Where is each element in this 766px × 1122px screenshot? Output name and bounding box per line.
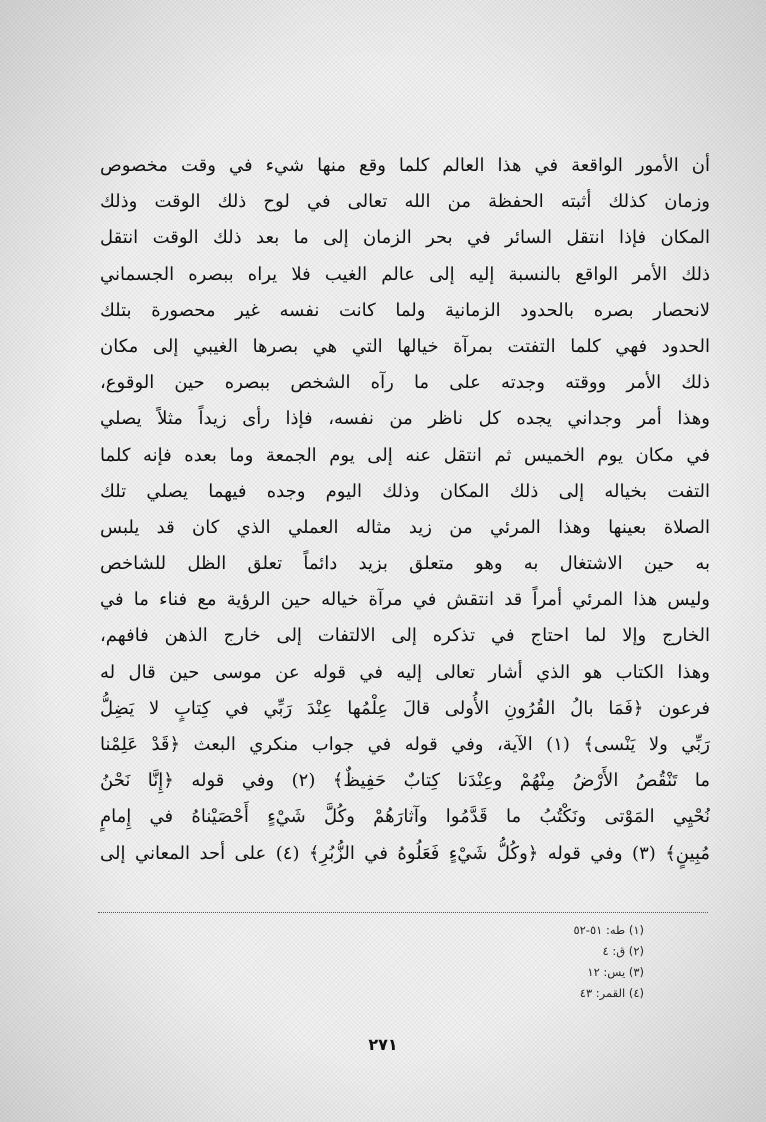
text-line: الحدود فهي كلما التفتت بمرآة خيالها التي هي بصرها الغيبي إلى مكان <box>100 335 710 357</box>
text-line: لانحصار بصره بالحدود الزمانية ولما كانت نفسه غير محصورة بتلك <box>100 299 710 321</box>
text-line: ذلك الأمر ووقته وجدته على ما رآه الشخص ببصره حين الوقوع، <box>100 372 710 394</box>
text-line: وليس هذا المرئي أمراً قد انتقش في مرآة خياله حين الرؤية مع فناء ما في <box>100 589 710 611</box>
text-line: الخارج وإلا لما احتاج في تذكره إلى الالتفات إلى خارج الذهن فافهم، <box>100 625 710 647</box>
text-line: فرعون ﴿فَمَا بالُ القُرُونِ الأُولى قالَ عِلْمُها عِنْدَ رَبِّي في كِتابٍ لا يَضِلُّ <box>100 697 710 719</box>
text-line: المكان فإذا انتقل السائر في بحر الزمان إلى ما بعد ذلك الوقت انتقل <box>100 227 710 249</box>
text-line: ذلك الأمر الواقع بالنسبة إليه إلى عالم الغيب فلا يراه ببصره الجسماني <box>100 263 710 285</box>
text-line: الصلاة بعينها وهذا المرئي من زيد مثاله العملي الذي كان قد يلبس <box>100 516 710 538</box>
footnote: (١) طه: ٥١-٥٢ <box>573 923 644 937</box>
footnote: (٣) يس: ١٢ <box>587 965 644 979</box>
main-text-block <box>100 148 710 872</box>
text-line: ما تَنْقُصُ الأَرْضُ مِنْهُمْ وعِنْدَنا كِتابٌ حَفِيظٌ﴾ (٢) وفي قوله ﴿إِنَّا نَحْنُ <box>100 770 710 792</box>
footnotes <box>573 920 644 1004</box>
footnote: (٤) القمر: ٤٣ <box>579 986 644 1000</box>
text-line: وهذا الكتاب هو الذي أشار تعالى إليه في قوله عن موسى حين قال له <box>100 661 710 683</box>
footnote-separator <box>98 912 708 913</box>
footnote: (٢) ق: ٤ <box>602 944 644 958</box>
text-line: وهذا أمر وجداني يجده كل ناظر من نفسه، فإذا رأى زيداً مثلاً يصلي <box>100 408 710 430</box>
text-line: أن الأمور الواقعة في هذا العالم كلما وقع منها شيء في وقت مخصوص <box>100 155 710 176</box>
text-line: مُبِينٍ﴾ (٣) وفي قوله ﴿وكُلُّ شَيْءٍ فَعَلُوهُ في الزُّبُرِ﴾ (٤) على أحد المعاني إلى <box>100 842 710 864</box>
text-line: رَبِّي ولا يَنْسى﴾ (١) الآية، وفي قوله في جواب منكري البعث ﴿قَدْ عَلِمْنا <box>100 734 710 755</box>
text-line: نُحْيِي المَوْتى ونَكْتُبُ ما قَدَّمُوا وآثارَهُمْ وكُلَّ شَيْءٍ أَحْصَيْناهُ في إِمامٍ <box>100 806 710 828</box>
text-line: التفت بخياله إلى ذلك المكان وذلك اليوم وجده فيهما يصلي تلك <box>100 480 710 502</box>
text-line: به حين الاشتغال به وهو متعلق بزيد دائماً تعلق الظل للشاخص <box>100 553 710 575</box>
page-number: ٢٧١ <box>368 1035 398 1054</box>
text-line: في مكان يوم الخميس ثم انتقل عنه إلى يوم الجمعة وما بعده فإنه كلما <box>100 444 710 466</box>
text-line: وزمان كذلك أثبته الحفظة من الله تعالى في لوح ذلك الوقت وذلك <box>100 191 710 213</box>
